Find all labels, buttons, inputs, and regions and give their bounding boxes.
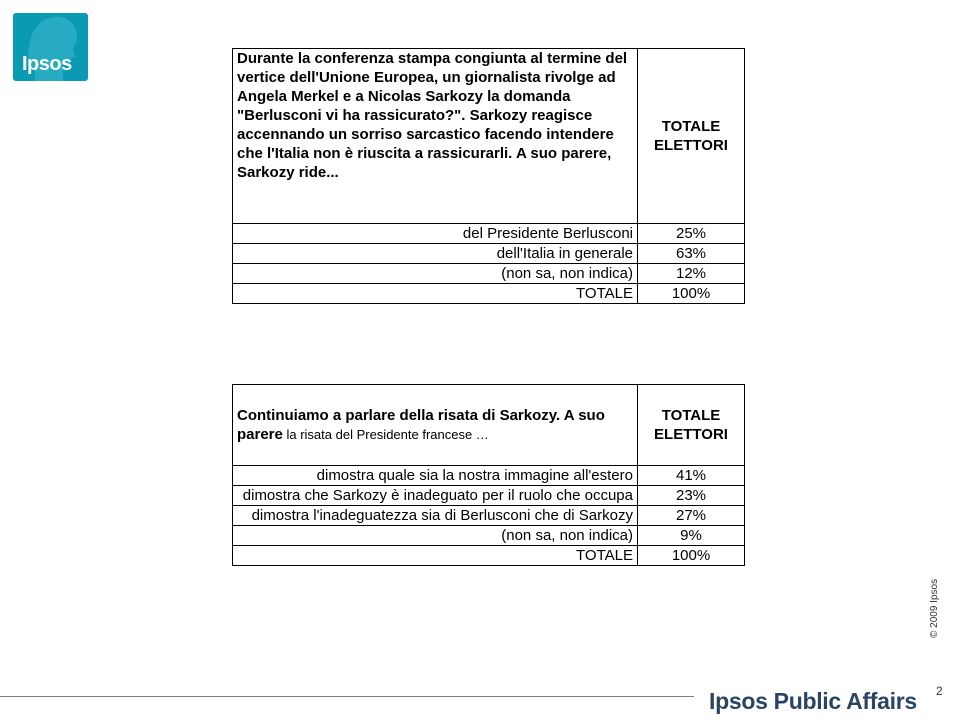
row-value: 41% [638, 466, 745, 486]
table-row [233, 244, 745, 264]
question-text [233, 385, 638, 466]
ipsos-logo [13, 13, 88, 81]
column-header: TOTALE ELETTORI [638, 49, 745, 224]
row-value: 27% [638, 506, 745, 526]
column-header: TOTALE ELETTORI [638, 385, 745, 466]
table-row [233, 486, 745, 506]
row-value: 9% [638, 526, 745, 546]
row-label: dimostra quale sia la nostra immagine all'estero [233, 466, 638, 486]
row-label: dimostra l'inadeguatezza sia di Berlusconi che di Sarkozy [233, 506, 638, 526]
total-row [233, 546, 745, 566]
table-header-row [233, 49, 745, 224]
row-value: 12% [638, 264, 745, 284]
row-label: del Presidente Berlusconi [233, 224, 638, 244]
question-bold-text: Continuiamo a parlare della risata di Sarkozy. A suo parere [237, 407, 605, 443]
table-row [233, 466, 745, 486]
table-header-row [233, 385, 745, 466]
poll-table-1 [232, 48, 745, 304]
row-value: 25% [638, 224, 745, 244]
row-value: 100% [638, 546, 745, 566]
footer-divider [0, 696, 694, 697]
brand-name: Ipsos Public Affairs [709, 688, 917, 714]
copyright-text: © 2009 Ipsos [929, 578, 940, 638]
question-text: Durante la conferenza stampa congiunta al termine del vertice dell'Unione Europea, un giornalista rivolge ad Angela Merkel e a Nicolas Sarkozy la domanda "Berlusconi vi ha rassicurato?". Sarkozy reagisce accennando un sorriso sarcastico facendo intendere che l'Italia non è riuscita a rassicurarli. A suo parere, Sarkozy ride... [233, 49, 638, 224]
table-row [233, 526, 745, 546]
row-label: dimostra che Sarkozy è inadeguato per il ruolo che occupa [233, 486, 638, 506]
row-label: dell'Italia in generale [233, 244, 638, 264]
question-plain-text: la risata del Presidente francese … [282, 427, 489, 442]
page-number: 2 [936, 684, 943, 698]
table-row [233, 264, 745, 284]
row-label: (non sa, non indica) [233, 526, 638, 546]
logo-text: Ipsos [22, 53, 72, 75]
row-value: 23% [638, 486, 745, 506]
table-row [233, 506, 745, 526]
row-value: 63% [638, 244, 745, 264]
table-row [233, 224, 745, 244]
row-label: TOTALE [233, 284, 638, 304]
row-label: TOTALE [233, 546, 638, 566]
row-label: (non sa, non indica) [233, 264, 638, 284]
total-row [233, 284, 745, 304]
poll-table-2 [232, 384, 745, 566]
row-value: 100% [638, 284, 745, 304]
